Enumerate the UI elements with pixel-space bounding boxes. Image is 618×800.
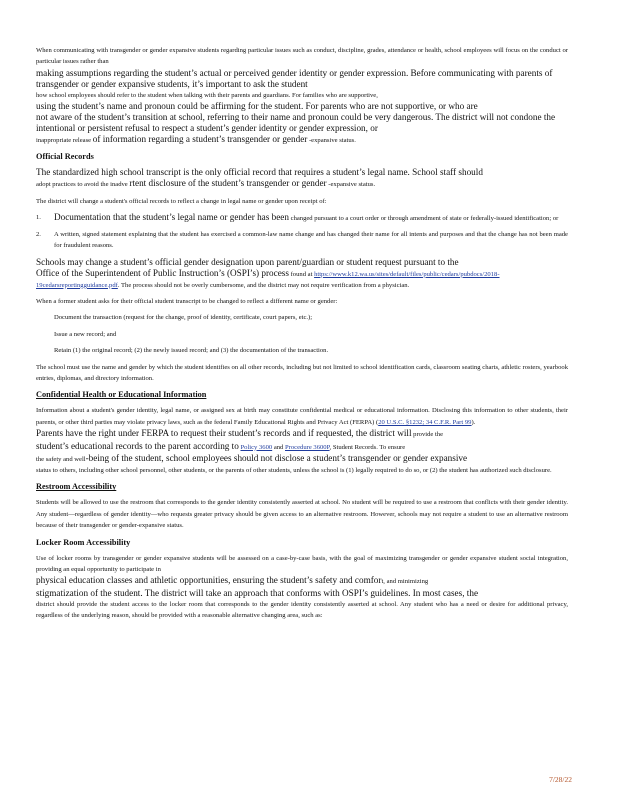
official-records-paragraph: The district will change a student's official records to reflect a change in legal name or gender upon receipt of: <box>36 197 327 205</box>
list-text: Retain (1) the original record; (2) the newly issued record; and (3) the documentation of the transaction. <box>54 347 329 355</box>
list-item <box>36 212 568 224</box>
official-records-paragraph <box>36 178 568 190</box>
intro-paragraph: using the student’s name and pronoun could be affirming for the student. For parents who are not supportive, or who are <box>36 101 478 112</box>
official-records-paragraph: The standardized high school transcript is the only official record that requires a student’s legal name. School staff should <box>36 167 483 178</box>
locker-room-heading: Locker Room Accessibility <box>36 537 131 547</box>
official-records-text: Office of the Superintendent of Public Instruction’s (OSPI’s) process <box>36 267 289 278</box>
intro-paragraph: When communicating with transgender or gender expansive students regarding particular issues such as conduct, discipline, grades, attendance or health, school employees will focus on the conduct or particular issues rather than <box>36 47 568 66</box>
restroom-paragraph: Students will be allowed to use the restroom that corresponds to the gender identity consistently asserted at school. No student will be required to use a restroom that conflicts with their gender identity. Any student—regardless of gender identity—who requests greater privacy should be given access to an alternative restroom. However, schools may not require a student to use an alternative restroom because of their transgender or gender-expansive status. <box>36 499 568 530</box>
list-number: 2. <box>36 231 41 239</box>
confidential-heading: Confidential Health or Educational Information <box>36 390 207 400</box>
locker-room-paragraph <box>36 575 568 587</box>
confidential-text: ). <box>471 418 476 426</box>
list-text: Documentation that the student’s legal name or gender has been <box>54 212 289 223</box>
official-records-heading: Official Records <box>36 152 94 162</box>
locker-room-text: t, and minimizing <box>381 578 429 586</box>
intro-paragraph <box>36 134 568 146</box>
official-records-paragraph: When a former student asks for their official student transcript to be changed to reflect a different name or gender: <box>36 298 338 306</box>
official-records-text: -expansive status. <box>328 181 376 189</box>
list-text: Issue a new record; and <box>54 330 117 338</box>
list-text: A written, signed statement explaining that the student has exercised a common-law name change and has changed their name for all intents and purposes and that the change has not been made for fraudulent reasons. <box>54 231 568 250</box>
locker-room-paragraph: stigmatization of the student. The district will take an approach that conforms with OSPI’s guidelines. In most cases, the <box>36 587 479 598</box>
list-item <box>36 312 568 323</box>
list-number: 1. <box>36 214 41 222</box>
intro-text: inappropriate release <box>36 137 92 145</box>
intro-paragraph: not aware of the student’s transition at school, referring to their name and pronoun could be very dangerous. The district will not condone the intentional or persistent refusal to respect a student’s gender identity or gender expression, or <box>36 112 556 134</box>
bullet-icon <box>36 345 54 356</box>
bullet-icon <box>36 329 54 340</box>
locker-room-paragraph: district should provide the student access to the locker room that corresponds to the gender identity consistently asserted at school. Any student who has a need or desire for additional privacy, regardless of the underlying reason, should be provided with a reasonable alternative changing area, such as: <box>36 600 568 619</box>
confidential-text: Parents have the right under FERPA to request their student’s records and if requested, the district will <box>36 428 412 439</box>
official-records-paragraph: Schools may change a student’s official gender designation upon parent/guardian or student request pursuant to the <box>36 256 459 267</box>
locker-room-text: physical education classes and athletic opportunities, ensuring the student’s safety and comfor <box>36 575 382 586</box>
locker-room-paragraph: Use of locker rooms by transgender or gender expansive students will be assessed on a case-by-case basis, with the goal of maximizing transgender or gender expansive student social integration, providing an equal opportunity to participate in <box>36 554 568 573</box>
official-records-text: . The process should not be overly cumbersome, and the district may not require verification from a physician. <box>117 281 410 289</box>
official-records-text: adopt practices to avoid the inadve <box>36 181 128 189</box>
list-item <box>36 329 568 340</box>
ferpa-citation-link[interactable]: 20 U.S.C. §1232; 34 C.F.R. Part 99 <box>378 418 472 426</box>
page-date: 7/28/22 <box>549 775 572 784</box>
list-item <box>36 229 568 251</box>
confidential-text: , Student Records. To ensure <box>329 443 406 451</box>
intro-paragraph: making assumptions regarding the student’s actual or perceived gender identity or gender expression. Before communicating with parents of transgender or gender expansive students, it’s important to ask the student <box>36 67 553 89</box>
official-records-paragraph: The school must use the name and gender by which the student identifies on all other records, including but not limited to school identification cards, classroom seating charts, athletic rosters, yearbook entries, diplomas, and directory information. <box>36 363 568 383</box>
ospi-guidance-link[interactable]: https://www.k12.wa.us/sites/default/files/public/cedars/pubdocs/2018-19cedarsreportingguidance.pdf <box>36 270 500 289</box>
confidential-paragraph <box>36 405 568 428</box>
confidential-paragraph: status to others, including other school personnel, other students, or the parents of other students, unless the school is (1) legally required to do so, or (2) the student has authorized such disclosure. <box>36 466 552 474</box>
confidential-text: provide the <box>413 431 444 439</box>
confidential-text: -being of the student, school employees should not disclose a student’s transgender or gender expansive <box>85 452 468 463</box>
intro-text: -expansive status. <box>308 137 356 145</box>
confidential-paragraph <box>36 453 568 465</box>
confidential-paragraph <box>36 441 568 453</box>
intro-paragraph: how school employees should refer to the student when talking with their parents and guardians. For families who are supportive, <box>36 91 378 99</box>
bullet-icon <box>36 312 54 323</box>
list-text: changed pursuant to a court order or through amendment of state or federally-issued identification; or <box>290 215 559 223</box>
policy-3600-link[interactable]: Policy 3600 <box>240 443 273 451</box>
list-text: Document the transaction (request for the change, proof of identity, certificate, court papers, etc.); <box>54 314 313 322</box>
list-item <box>36 345 568 356</box>
confidential-text: and <box>273 443 284 451</box>
procedure-3600p-link[interactable]: Procedure 3600P <box>285 443 330 451</box>
confidential-text: Information about a student's gender identity, legal name, or assigned sex at birth may constitute confidential medical or educational information. Disclosing this information to other students, their parents, or other third parties may violate privacy laws, such as the federal Family Educational Rights and Privacy Act (FERPA) ( <box>36 407 568 426</box>
official-records-paragraph <box>36 268 568 291</box>
restroom-heading: Restroom Accessibility <box>36 482 117 492</box>
confidential-text: the safety and well <box>36 455 86 463</box>
intro-text: of information regarding a student’s transgender or gender <box>92 134 308 145</box>
confidential-text: student’s educational records to the parent according to <box>36 440 239 451</box>
official-records-text: rtent disclosure of the student’s transgender or gender <box>129 178 327 189</box>
confidential-paragraph <box>36 428 568 440</box>
official-records-text: found at <box>290 270 313 278</box>
